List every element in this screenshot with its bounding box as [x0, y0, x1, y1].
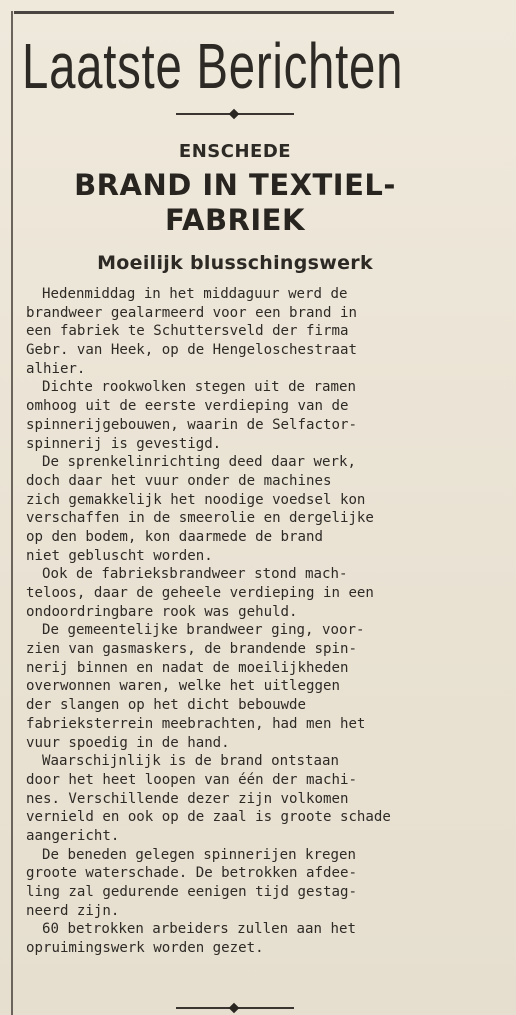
body-line-text: door het heet loopen van één der machi- [26, 771, 357, 788]
body-line-text: Gebr. van Heek, op de Hengeloschestraat [26, 342, 357, 359]
body-line [26, 640, 450, 659]
body-line [26, 322, 450, 341]
body-line [26, 864, 450, 883]
body-line-text: nes. Verschillende dezer zijn volkomen [26, 790, 349, 807]
body-line [26, 435, 450, 454]
body-line-text: omhoog uit de eerste verdieping van de [26, 398, 349, 415]
body-line [26, 752, 450, 771]
body-line-text: opruimingswerk worden gezet. [26, 940, 264, 957]
body-line [26, 416, 450, 435]
section-masthead: Laatste Berichten [22, 30, 404, 102]
body-line [26, 360, 450, 379]
ornament-divider-bottom [176, 1003, 294, 1013]
body-line [26, 939, 450, 958]
subheadline: Moeilijk blusschingswerk [97, 252, 373, 274]
body-line [26, 565, 450, 584]
body-line [26, 603, 450, 622]
body-line-text: doch daar het vuur onder de machines [26, 472, 332, 489]
body-line-text: op den bodem, kon daarmede de brand [26, 528, 323, 545]
body-line-text: alhier. [26, 360, 86, 377]
body-line [26, 397, 450, 416]
body-line [26, 621, 450, 640]
diamond-icon [229, 109, 240, 120]
body-line [26, 378, 450, 397]
body-line [26, 547, 450, 566]
body-line [26, 472, 450, 491]
body-line-text: brandweer gealarmeerd voor een brand in [26, 304, 357, 321]
headline-line-2: FABRIEK [165, 203, 305, 237]
body-line [26, 285, 450, 304]
body-line-text: verschaffen in de smeerolie en dergelijke [26, 510, 374, 527]
body-line-text: een fabriek te Schuttersveld der firma [26, 323, 349, 340]
body-line-text: Hedenmiddag in het middaguur werd de [42, 286, 348, 302]
body-line [26, 509, 450, 528]
body-line [26, 341, 450, 360]
headline-line-1: BRAND IN TEXTIEL- [74, 168, 396, 202]
body-line [26, 584, 450, 603]
body-line [26, 846, 450, 865]
body-line-text: nerij binnen en nadat de moeilijkheden [26, 659, 349, 676]
body-line [26, 902, 450, 921]
body-line [26, 808, 450, 827]
body-line-text: vernield en ook op de zaal is groote schade [26, 809, 391, 826]
ornament-divider-top [176, 109, 294, 119]
body-line-text: teloos, daar de geheele verdieping in een [26, 585, 374, 601]
body-line-text: ling zal gedurende eenigen tijd gestag- [26, 884, 357, 900]
body-line [26, 883, 450, 902]
body-line [26, 715, 450, 734]
body-line [26, 827, 450, 846]
body-line-text: overwonnen waren, welke het uitleggen [26, 678, 340, 695]
body-line-text: 60 betrokken arbeiders zullen aan het [42, 921, 356, 938]
body-line-text: De sprenkelinrichting deed daar werk, [42, 454, 356, 471]
body-line-text: niet gebluscht worden. [26, 547, 213, 564]
body-line-text: Dichte rookwolken stegen uit de ramen [42, 379, 356, 396]
body-line [26, 659, 450, 678]
diamond-icon [229, 1003, 240, 1014]
body-line-text: aangericht. [26, 827, 120, 844]
body-line [26, 491, 450, 510]
body-line [26, 453, 450, 472]
body-line [26, 920, 450, 939]
body-line [26, 771, 450, 790]
body-line-text: zien van gasmaskers, de brandende spin- [26, 641, 357, 658]
body-line-text: vuur spoedig in de hand. [26, 734, 230, 751]
body-line-text: spinnerij is gevestigd. [26, 435, 222, 452]
body-line [26, 734, 450, 753]
body-line-text: zich gemakkelijk het noodige voedsel kon [26, 491, 366, 508]
body-line [26, 677, 450, 696]
body-line-text: ondoordringbare rook was gehuld. [26, 603, 298, 620]
body-line [26, 790, 450, 809]
body-line-text: De beneden gelegen spinnerijen kregen [42, 846, 356, 863]
body-line-text: groote waterschade. De betrokken afdee- [26, 865, 357, 882]
body-line-text: Waarschijnlijk is de brand ontstaan [42, 753, 339, 770]
body-line-text: neerd zijn. [26, 902, 120, 919]
body-line [26, 696, 450, 715]
body-line-text: Ook de fabrieksbrandweer stond mach- [42, 566, 348, 583]
article-body [26, 285, 450, 958]
body-line-text: fabrieksterrein meebrachten, had men het [26, 715, 366, 732]
body-line [26, 304, 450, 323]
top-rule [14, 11, 394, 14]
body-line-text: spinnerijgebouwen, waarin de Selfactor- [26, 416, 357, 433]
body-line-text: der slangen op het dicht bebouwde [26, 697, 307, 714]
body-line [26, 528, 450, 547]
dateline: ENSCHEDE [178, 141, 292, 162]
body-line-text: De gemeentelijke brandweer ging, voor- [42, 622, 365, 639]
